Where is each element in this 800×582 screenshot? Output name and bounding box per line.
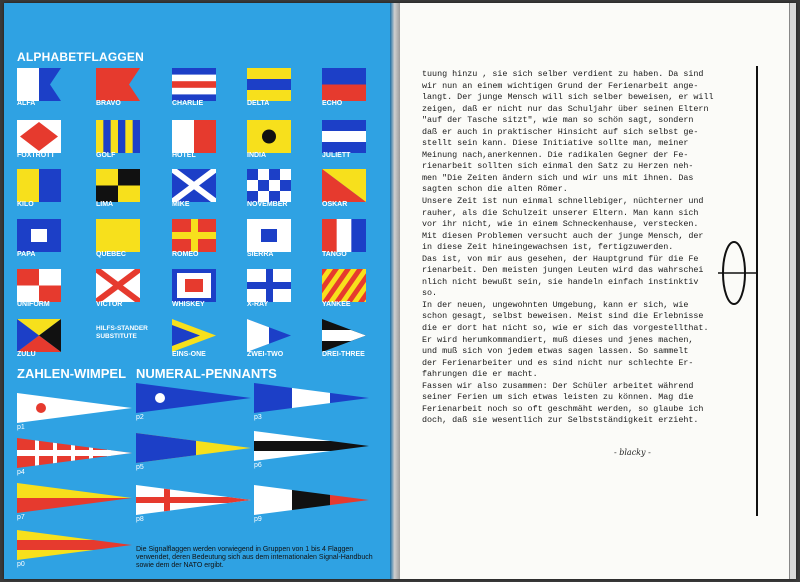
flag-kilo-icon [17, 169, 61, 208]
pennant-label: p5 [136, 464, 144, 471]
pennant-8-icon [136, 485, 251, 523]
pennant-label: p0 [17, 561, 25, 568]
flag-label: X-RAY [247, 301, 269, 308]
text-line: Ferienarbeit noch so oft geschmäht werden, so glaube ich [422, 403, 704, 414]
flag-india-icon [247, 120, 291, 159]
flag-quebec-icon [96, 219, 140, 258]
typed-body-text [422, 69, 752, 427]
flag-yankee-icon [322, 269, 366, 308]
flag-zulu-icon [17, 319, 61, 358]
text-line: Er wird herumkommandiert, muß dieses und jenes machen, [422, 334, 694, 345]
flag-tango-icon [322, 219, 366, 258]
substitute-label [96, 325, 148, 341]
text-line: nlich nicht bewußt sein, sie handeln einfach instinktiv [422, 276, 699, 287]
staple-loop-icon [718, 239, 758, 309]
substitute-label-de: HILFS-STANDER [96, 325, 148, 332]
flag-papa-icon [17, 219, 61, 258]
flag-label: CHARLIE [172, 100, 204, 107]
flag-echo-icon [322, 68, 366, 107]
flag-hotel-icon [172, 120, 216, 159]
text-line: und muß sich von jedem etwas sagen lassen. So sammelt [422, 346, 689, 357]
text-line: sagten schon die alten Römer. [422, 184, 568, 195]
flag-label: HOTEL [172, 152, 196, 159]
pennant-label: p4 [17, 469, 25, 476]
flag-foxtrott-icon [17, 120, 61, 159]
text-line: so. [422, 288, 438, 299]
flag-label: ZULU [17, 351, 36, 358]
numeral-pennants-heading: NUMERAL-PENNANTS [136, 366, 277, 381]
flag-label: QUEBEC [96, 251, 126, 258]
flag-label: ALFA [17, 100, 36, 107]
pennant-4-icon [17, 438, 132, 476]
typed-text-page [400, 3, 796, 579]
booklet-spread [4, 3, 796, 579]
flag-label: JULIETT [322, 152, 351, 159]
text-line: Fassen wir also zusammen: Der Schüler arbeitet während [422, 380, 694, 391]
flag-label: DELTA [247, 100, 270, 107]
flag-label: BRAVO [96, 100, 121, 107]
pennant-7-icon [17, 483, 132, 521]
pennant-5-icon [136, 433, 251, 471]
flag-label: SIERRA [247, 251, 274, 258]
text-line: seiner Ferien um sich etwas leisten zu können. Mag die [422, 392, 694, 403]
flag-uniform-icon [17, 269, 61, 308]
flag-label: VICTOR [96, 301, 123, 308]
pennant-label: p7 [17, 514, 25, 521]
pennant-1-icon [17, 393, 132, 431]
text-line: tuung hinzu , sie sich selber verdient zu haben. Da sind [422, 69, 704, 79]
text-line: fahrungen die er macht. [422, 369, 538, 380]
pennant-label: p2 [136, 414, 144, 421]
text-line: zeigen, daß er nicht nur das Schuljahr über seinen Eltern [422, 103, 709, 114]
text-line: rauher, als die Schulzeit unserer Eltern. Man kann sich [422, 207, 699, 218]
flag-mike-icon [172, 169, 216, 208]
flag-label: INDIA [247, 152, 267, 159]
text-line: wir nun an einem wichtigen Grund der Ferienarbeit ange- [422, 80, 699, 91]
pennant-2-icon [136, 383, 251, 421]
substitute-three-icon [322, 319, 366, 358]
text-line: vor ihr nicht, wie in einem Schneckenhause, verstecken. [422, 219, 699, 230]
flag-alfa-icon [17, 68, 61, 107]
pennant-label: p3 [254, 414, 262, 421]
substitute-two-icon [247, 319, 291, 358]
pennant-label: p9 [254, 516, 262, 523]
flag-romeo-icon [172, 219, 216, 258]
flag-label: TANGO [322, 251, 347, 258]
flag-label: NOVEMBER [247, 201, 288, 208]
page-edge [789, 3, 796, 579]
text-line: In der neuen, ungewohnten Umgebung, kann er sich, wie [422, 299, 689, 310]
flag-label: GOLF [96, 152, 116, 159]
flag-label: MIKE [172, 201, 190, 208]
text-line: schon gesagt, selbst beweisen. Meist sind die Erlebnisse [422, 311, 704, 322]
pennant-3-icon [254, 383, 369, 421]
flag-label: WHISKEY [172, 301, 205, 308]
flag-xray-icon [247, 269, 291, 308]
flag-label: KILO [17, 201, 34, 208]
flag-golf-icon [96, 120, 140, 159]
flag-label: FOXTROTT [17, 152, 55, 159]
flag-label: ECHO [322, 100, 343, 107]
text-line: Unsere Zeit ist nun einmal schnellebiger, nüchterner und [422, 196, 704, 207]
flag-whiskey-icon [172, 269, 216, 308]
flag-charlie-icon [172, 68, 216, 107]
flag-lima-icon [96, 169, 140, 208]
flag-chart-page [4, 3, 392, 579]
flag-bravo-icon [96, 68, 140, 107]
text-line: rienarbeit. Den meisten jungen Leuten wird das wahrschei [422, 265, 704, 276]
flag-label: EINS-ONE [172, 351, 206, 358]
flag-sierra-icon [247, 219, 291, 258]
flag-delta-icon [247, 68, 291, 107]
text-line: Mit diesen Problemen versucht auch der junge Mensch, der [422, 230, 704, 241]
text-line: daß er auch in praktischer Hinsicht auf sich selbst ge- [422, 126, 699, 137]
flag-oskar-icon [322, 169, 366, 208]
flag-label: ZWEI-TWO [247, 351, 284, 358]
text-line: rienarbeit sollten sich einmal den Satz zu Herzen neh- [422, 161, 694, 172]
text-line: Das ist, von mir aus gesehen, der Hauptgrund für die Fe [422, 253, 699, 264]
alphabet-flags-heading: ALPHABETFLAGGEN [17, 50, 144, 64]
signal-flags-note: Die Signalflaggen werden vorwiegend in Gruppen von 1 bis 4 Flaggen verwendet, deren Bedeutung sich aus dem internationalen Signal-Handbuch sowie dem der NATO ergibt. [136, 546, 373, 569]
pennant-label: p8 [136, 516, 144, 523]
signature: - blacky - [614, 448, 651, 457]
text-line: in diese Zeit hineingewachsen ist, fertigzuwerden. [422, 242, 674, 253]
flag-label: YANKEE [322, 301, 351, 308]
text-line: men "Die Zeiten ändern sich und wir uns mit ihnen. Das [422, 172, 694, 183]
binding-gutter [390, 3, 400, 579]
text-line: die er dort hat nicht so, wie er sich das vorgestellthat. [422, 323, 709, 334]
substitute-label-en: SUBSTITUTE [96, 333, 137, 340]
text-line: stellt sein kann. Diese Initiative sollte man, meiner [422, 138, 689, 149]
flag-label: OSKAR [322, 201, 348, 208]
zahlen-wimpel-heading: ZAHLEN-WIMPEL [17, 366, 127, 381]
flag-label: UNIFORM [17, 301, 50, 308]
flag-label: LIMA [96, 201, 114, 208]
flag-label: PAPA [17, 251, 36, 258]
flag-label: DREI-THREE [322, 351, 365, 358]
text-line: langt. Der junge Mensch will sich selber beweisen, er will [422, 92, 714, 103]
flag-november-icon [247, 169, 291, 208]
pennant-label: p6 [254, 462, 262, 469]
flag-juliett-icon [322, 120, 366, 159]
pennant-9-icon [254, 485, 369, 523]
text-line: doch, daß sie wesentlich zur Selbstständigkeit erzieht. [422, 415, 699, 426]
flag-victor-icon [96, 269, 140, 308]
flag-label: ROMEO [172, 251, 199, 258]
substitute-one-icon [172, 319, 216, 358]
text-line: "auf der Tasche sitzt", wie man so schön sagt, sondern [422, 115, 694, 126]
pennant-0-icon [17, 530, 132, 568]
pennant-6-icon [254, 431, 369, 469]
text-line: der Ferienarbeiter und es sind nicht nur schlechte Er- [422, 357, 694, 368]
pennant-label: p1 [17, 424, 25, 431]
text-line: Meinung nach,anerkennen. Die radikalen Gegner der Fe- [422, 149, 689, 160]
